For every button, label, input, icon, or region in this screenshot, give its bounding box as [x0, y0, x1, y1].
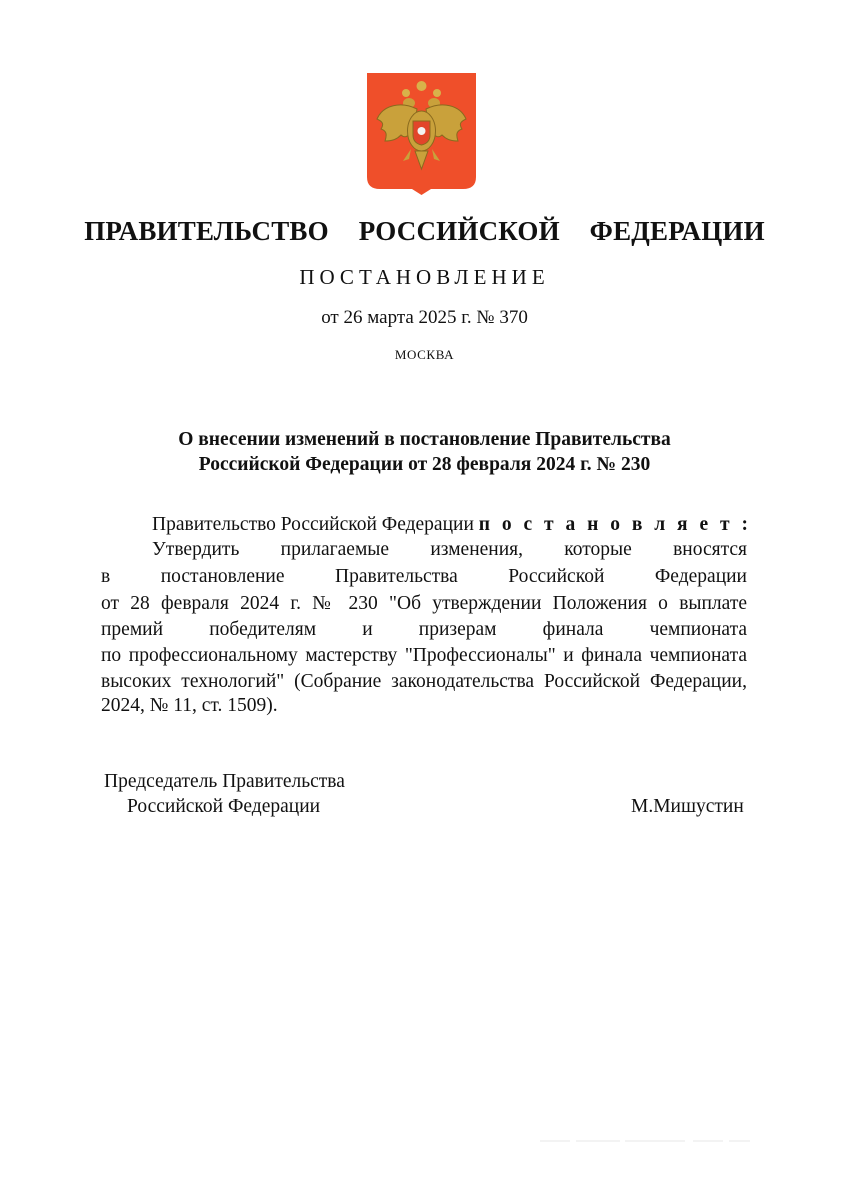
organization-title: ПРАВИТЕЛЬСТВО РОССИЙСКОЙ ФЕДЕРАЦИИ [84, 216, 765, 246]
body-paragraph-line: в постановление Правительства Российской Федерации [101, 566, 747, 587]
signatory-position-line: Российской Федерации [127, 796, 321, 817]
document-date-number: от 26 марта 2025 г. № 370 [321, 307, 528, 328]
signatory-position-line: Председатель Правительства [104, 771, 345, 792]
decree-word: п о с т а н о в л я е т : [478, 514, 752, 535]
document-subject [0, 427, 849, 477]
body-paragraph-line: премий победителям и призерам финала чемпионата [101, 619, 747, 640]
preamble-text: Правительство Российской Федерации [152, 514, 474, 535]
signatory-position [104, 769, 345, 819]
signatory-name: М.Мишустин [631, 796, 744, 817]
coat-of-arms-emblem [367, 73, 476, 195]
preamble-line [152, 514, 751, 536]
subject-line: Российской Федерации от 28 февраля 2024 г. № 230 [198, 454, 651, 475]
body-paragraph-line: по профессиональному мастерству "Профессионалы" и финала чемпионата [101, 645, 747, 666]
document-type: ПОСТАНОВЛЕНИЕ [299, 265, 550, 289]
body-paragraph-last-line: 2024, № 11, ст. 1509). [101, 695, 278, 716]
body-paragraph-line: от 28 февраля 2024 г. № 230 "Об утверждении Положения о выплате [101, 593, 747, 614]
body-paragraph-line: высоких технологий" (Собрание законодательства Российской Федерации, [101, 671, 747, 692]
body-paragraph-line: Утвердить прилагаемые изменения, которые вносятся [152, 539, 747, 560]
subject-line: О внесении изменений в постановление Правительства [178, 429, 671, 450]
document-city: МОСКВА [394, 347, 455, 362]
scan-artifact [540, 1139, 750, 1143]
